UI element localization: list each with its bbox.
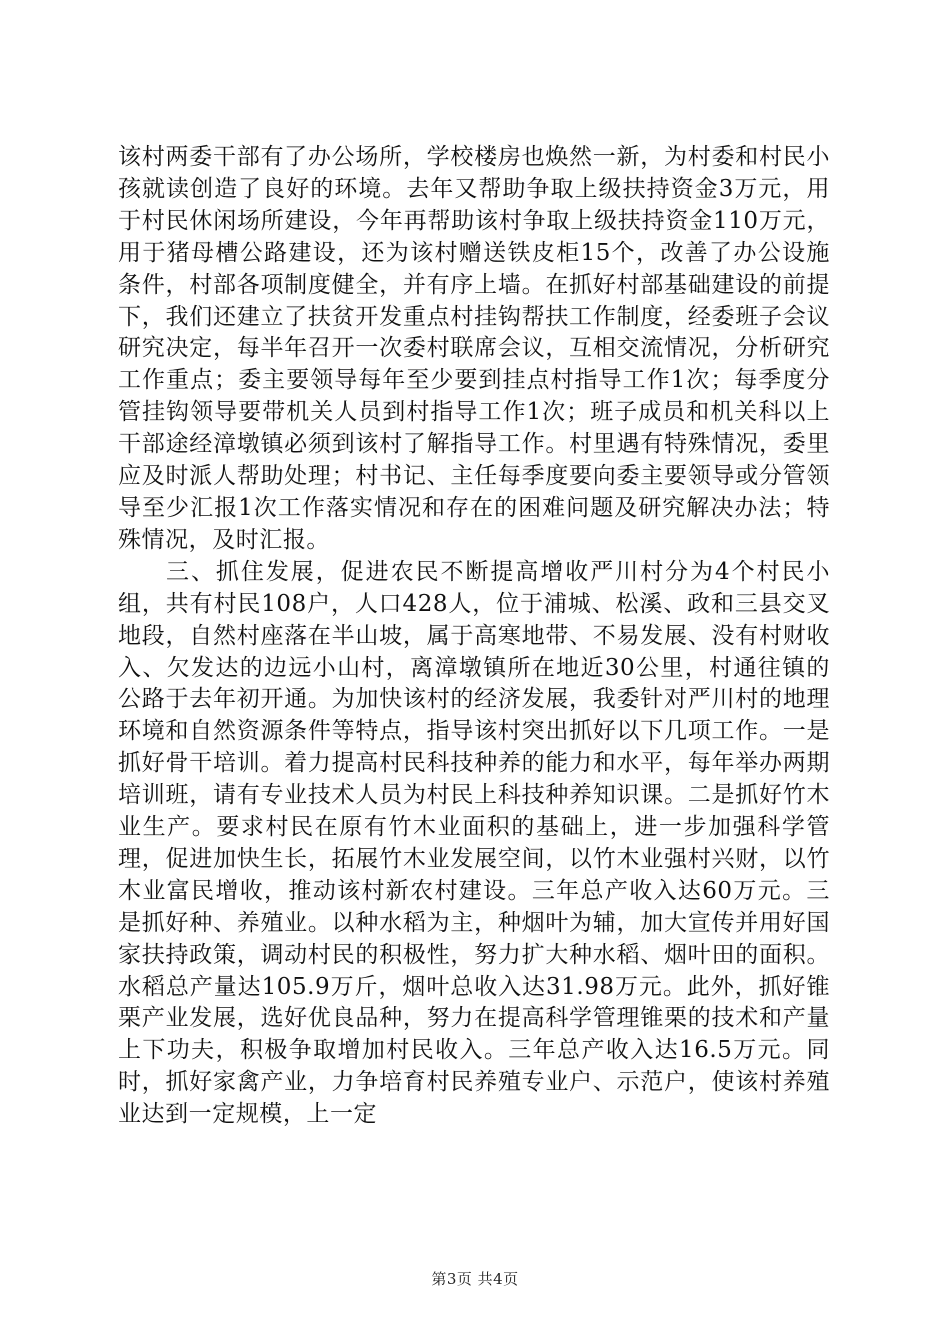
body-text	[118, 142, 830, 1131]
paragraph-section-three: 三、抓住发展，促进农民不断提高增收严川村分为4个村民小组，共有村民108户，人口428人，位于浦城、松溪、政和三县交叉地段，自然村座落在半山坡，属于高寒地带、不易发展、没有村财收入、欠发达的边远小山村，离漳墩镇所在地近30公里，村通往镇的公路于去年初开通。为加快该村的经济发展，我委针对严川村的地理环境和自然资源条件等特点，指导该村突出抓好以下几项工作。一是抓好骨干培训。着力提高村民科技种养的能力和水平，每年举办两期培训班，请有专业技术人员为村民上科技种养知识课。二是抓好竹木业生产。要求村民在原有竹木业面积的基础上，进一步加强科学管理，促进加快生长，拓展竹木业发展空间，以竹木业强村兴财，以竹木业富民增收，推动该村新农村建设。三年总产收入达60万元。三是抓好种、养殖业。以种水稻为主，种烟叶为辅，加大宣传并用好国家扶持政策，调动村民的积极性，努力扩大种水稻、烟叶田的面积。水稻总产量达105.9万斤，烟叶总收入达31.98万元。此外，抓好锥栗产业发展，选好优良品种，努力在提高科学管理锥栗的技术和产量上下功夫，积极争取增加村民收入。三年总产收入达16.5万元。同时，抓好家禽产业，力争培育村民养殖专业户、示范户，使该村养殖业达到一定规模，上一定	[118, 558, 830, 1128]
paragraph-continuation: 该村两委干部有了办公场所，学校楼房也焕然一新，为村委和村民小孩就读创造了良好的环境。去年又帮助争取上级扶持资金3万元，用于村民休闲场所建设，今年再帮助该村争取上级扶持资金110万元，用于猪母槽公路建设，还为该村赠送铁皮柜15个，改善了办公设施条件，村部各项制度健全，并有序上墙。在抓好村部基础建设的前提下，我们还建立了扶贫开发重点村挂钩帮扶工作制度，经委班子会议研究决定，每半年召开一次委村联席会议，互相交流情况，分析研究工作重点；委主要领导每年至少要到挂点村指导工作1次；每季度分管挂钩领导要带机关人员到村指导工作1次；班子成员和机关科以上干部途经漳墩镇必须到该村了解指导工作。村里遇有特殊情况，委里应及时派人帮助处理；村书记、主任每季度要向委主要领导或分管领导至少汇报1次工作落实情况和存在的困难问题及研究解决办法；特殊情况，及时汇报。	[118, 144, 830, 553]
page-footer: 第3页 共4页	[431, 1270, 519, 1288]
